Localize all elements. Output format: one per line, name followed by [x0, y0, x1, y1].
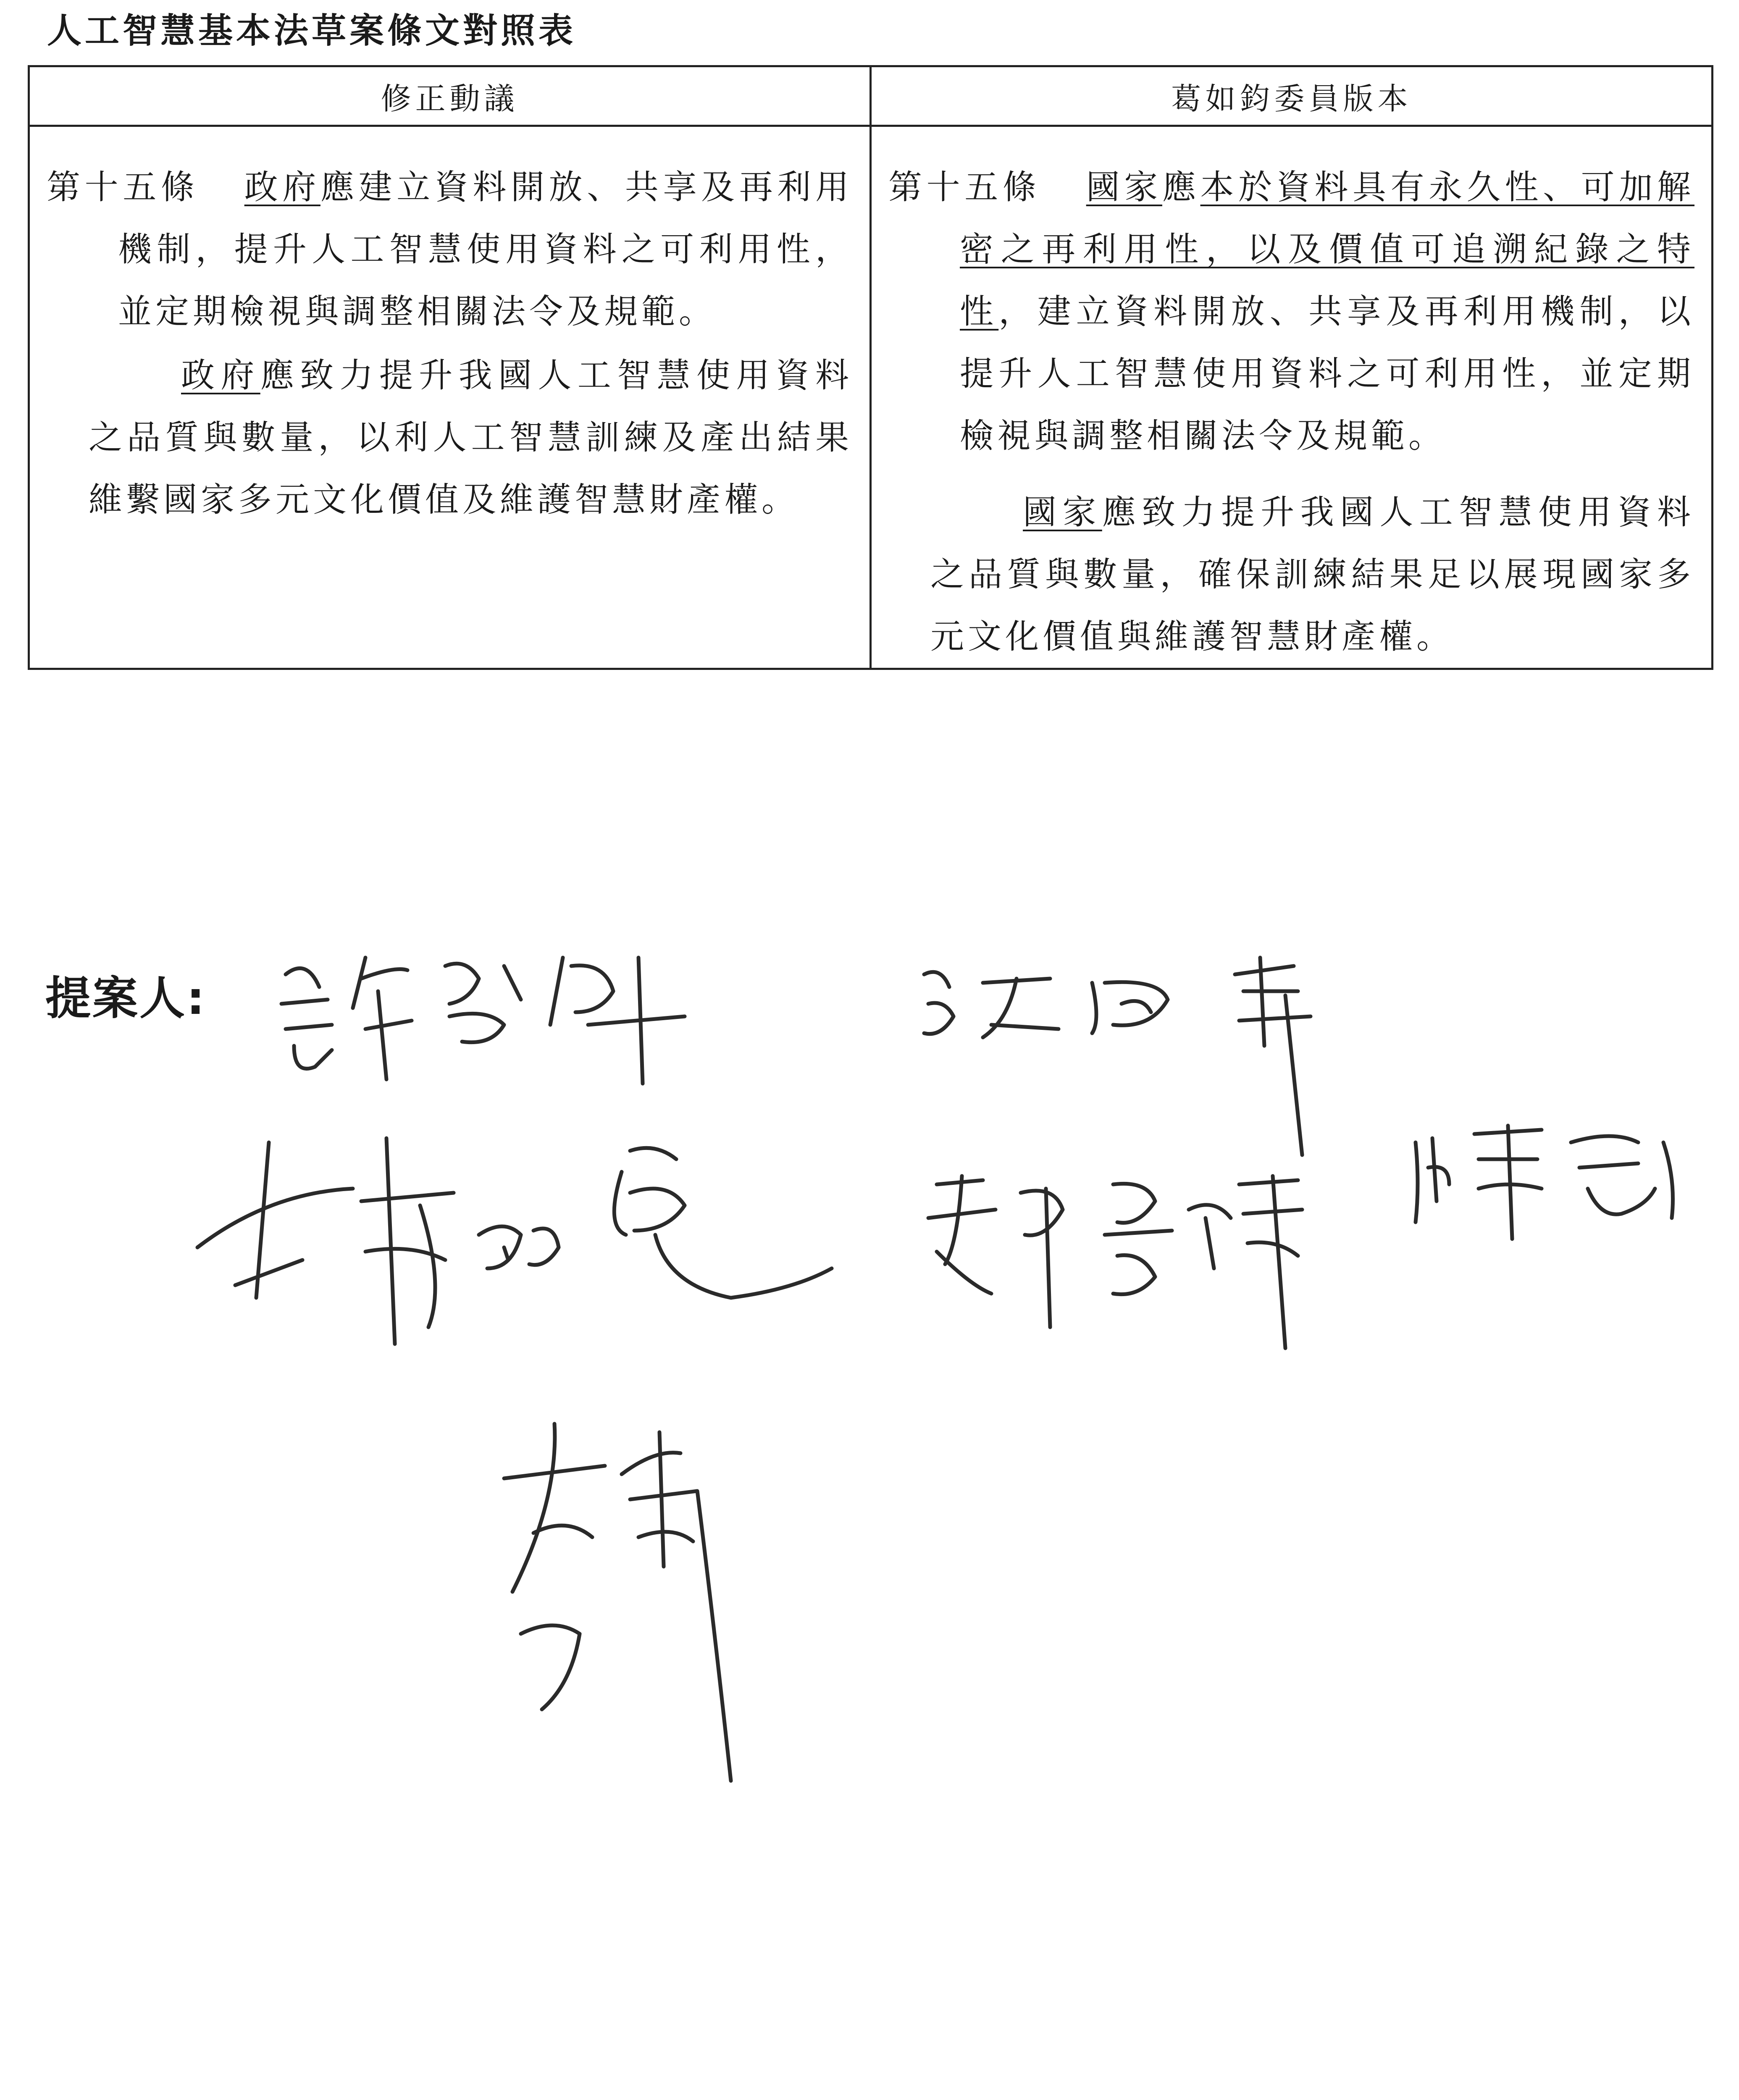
proposer-label: 提案人:: [45, 972, 207, 1025]
header-amendment: 修正動議: [29, 66, 871, 126]
signature-2: [916, 953, 1378, 1163]
comparison-table: [28, 65, 1713, 670]
original-version-cell: [871, 126, 1713, 669]
underlined-text: 政府: [181, 356, 260, 395]
paragraph-text: 應致力提升我國人工智慧使用資料之品質與數量，確保訓練結果足以展現國家多元文化價值與維護智慧財產權。: [930, 493, 1694, 656]
amendment-paragraph-1: [47, 156, 853, 343]
signature-1: [269, 941, 756, 1092]
original-paragraph-2: [888, 481, 1694, 668]
underlined-text: 本於資料具有永久性、可加解密之再利用性，以及價值可追溯紀錄之特性: [960, 168, 1695, 331]
paragraph-text: 應: [1162, 168, 1200, 207]
amendment-cell: [29, 126, 871, 669]
underlined-text: 國家: [1023, 493, 1102, 532]
article-number: 第十五條: [888, 168, 1041, 207]
signature-3: [1403, 1117, 1705, 1243]
underlined-text: 國家: [1086, 168, 1162, 207]
original-paragraph-1: [888, 156, 1694, 467]
amendment-paragraph-2: [47, 344, 853, 531]
signature-4: [185, 1109, 848, 1386]
signature-6: [496, 1415, 773, 1785]
table-body-row: [29, 126, 1713, 669]
table-header-row: [29, 66, 1713, 126]
article-number: 第十五條: [47, 168, 199, 207]
signature-5: [920, 1159, 1340, 1352]
paragraph-text: 應致力提升我國人工智慧使用資料之品質與數量，以利人工智慧訓練及產出結果維繫國家多元文化價值及維護智慧財產權。: [89, 356, 853, 519]
underlined-text: 政府: [244, 168, 320, 207]
header-original-version: 葛如鈞委員版本: [871, 66, 1713, 126]
paragraph-text: 應建立資料開放、共享及再利用機制，提升人工智慧使用資料之可利用性，並定期檢視與調整相關法令及規範。: [118, 168, 853, 331]
document-title: 人工智慧基本法草案條文對照表: [47, 10, 577, 51]
paragraph-text: ，建立資料開放、共享及再利用機制，以提升人工智慧使用資料之可利用性，並定期檢視與調整相關法令及規範。: [960, 292, 1695, 455]
